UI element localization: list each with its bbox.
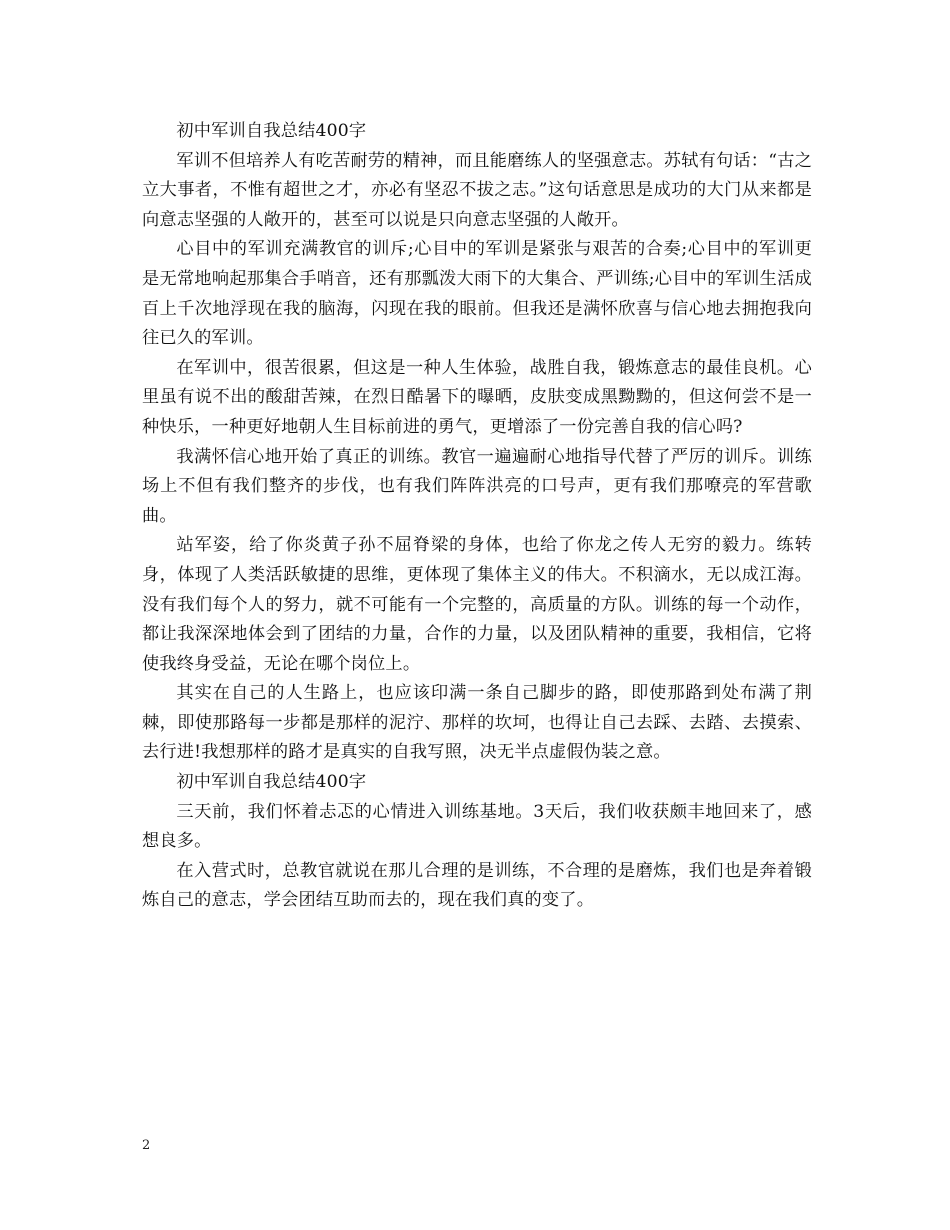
paragraph-4: 我满怀信心地开始了真正的训练。教官一遍遍耐心地指导代替了严厉的训斥。训练场上不但有我们整齐的步伐，也有我们阵阵洪亮的口号声，更有我们那嘹亮的军营歌曲。	[142, 446, 812, 526]
paragraph-2: 心目中的军训充满教官的训斥;心目中的军训是紧张与艰苦的合奏;心目中的军训更是无常地响起那集合手哨音，还有那瓢泼大雨下的大集合、严训练;心目中的军训生活成百上千次地浮现在我的脑海，闪现在我的眼前。但我还是满怀欣喜与信心地去拥抱我向往已久的军训。	[142, 239, 812, 349]
document-body	[142, 117, 812, 916]
section-title-1: 初中军训自我总结400字	[176, 121, 367, 141]
paragraph-1: 军训不但培养人有吃苦耐劳的精神，而且能磨练人的坚强意志。苏轼有句话：“古之立大事者，不惟有超世之才，亦必有坚忍不拔之志。”这句话意思是成功的大门从来都是向意志坚强的人敞开的，甚至可以说是只向意志坚强的人敞开。	[142, 150, 812, 230]
paragraph-8: 在入营式时，总教官就说在那儿合理的是训练，不合理的是磨炼，我们也是奔着锻炼自己的意志，学会团结互助而去的，现在我们真的变了。	[142, 860, 812, 911]
paragraph-6: 其实在自己的人生路上，也应该印满一条自己脚步的路，即使那路到处布满了荆棘，即使那路每一步都是那样的泥泞、那样的坎坷，也得让自己去踩、去踏、去摸索、去行进!我想那样的路才是真实的自我写照，决无半点虚假伪装之意。	[142, 683, 812, 763]
paragraph-7: 三天前，我们怀着忐忑的心情进入训练基地。3天后，我们收获颇丰地回来了，感想良多。	[142, 801, 812, 852]
section-title-2: 初中军训自我总结400字	[176, 772, 367, 793]
paragraph-3: 在军训中，很苦很累，但这是一种人生体验，战胜自我，锻炼意志的最佳良机。心里虽有说不出的酸甜苦辣，在烈日酷暑下的曝晒，皮肤变成黑黝黝的，但这何尝不是一种快乐，一种更好地朝人生目标前进的勇气，更增添了一份完善自我的信心吗?	[142, 357, 812, 437]
paragraph-5: 站军姿，给了你炎黄子孙不屈脊梁的身体，也给了你龙之传人无穷的毅力。练转身，体现了人类活跃敏捷的思维，更体现了集体主义的伟大。不积滴水，无以成江海。没有我们每个人的努力，就不可能有一个完整的，高质量的方队。训练的每一个动作，都让我深深地体会到了团结的力量，合作的力量，以及团队精神的重要，我相信，它将使我终身受益，无论在哪个岗位上。	[142, 535, 812, 674]
page-number: 2	[142, 1138, 151, 1153]
